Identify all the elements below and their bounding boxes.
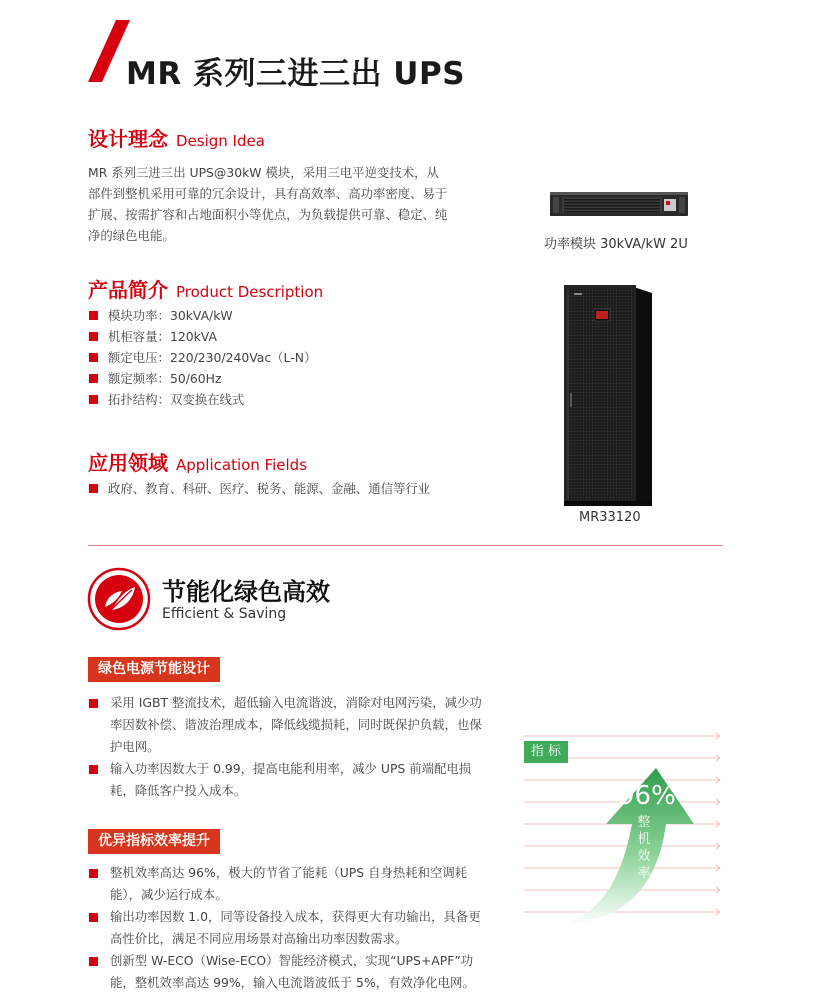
bullet-square-icon [89, 353, 98, 362]
page-title: MR 系列三进三出 UPS [126, 56, 466, 92]
list-item: 额定电压：220/230/240Vac（L-N） [88, 347, 316, 368]
cabinet-caption: MR33120 [579, 510, 641, 525]
list-item: 额定频率：50/60Hz [88, 368, 316, 389]
design-idea-line: 净的绿色电能。 [88, 228, 175, 243]
list-item: 输入功率因数大于 0.99，提高电能利用率，减少 UPS 前端配电损耗，降低客户投入成本。 [88, 758, 488, 802]
title-slash-mark [88, 20, 130, 82]
bullet-square-icon [89, 311, 98, 320]
product-description-heading-en: Product Description [176, 283, 324, 301]
efficiency-value: 96% [618, 781, 676, 811]
bullet-square-icon [89, 332, 98, 341]
bullet-square-icon [89, 765, 98, 774]
design-idea-heading-en: Design Idea [176, 132, 265, 150]
bullet-square-icon [89, 699, 98, 708]
list-item: 创新型 W-ECO（Wise-ECO）智能经济模式，实现“UPS+APF”功能，整机效率高达 99%，输入电流谐波低于 5%，有效净化电网。 [88, 950, 488, 994]
efficient-title-en: Efficient & Saving [162, 606, 287, 622]
bullet-square-icon [89, 374, 98, 383]
power-module-image [550, 189, 688, 219]
ups-cabinet-image [564, 283, 654, 508]
product-description-heading [88, 274, 323, 303]
design-idea-line: 扩展、按需扩容和占地面积小等优点，为负载提供可靠、稳定、纯 [88, 207, 448, 222]
design-idea-heading [88, 123, 265, 152]
green-design-label: 绿色电源节能设计 [88, 657, 220, 682]
product-spec-list [88, 305, 316, 410]
design-idea-line: 部件到整机采用可靠的冗余设计，具有高效率、高功率密度、易于 [88, 186, 448, 201]
list-item: 政府、教育、科研、医疗、税务、能源、金融、通信等行业 [88, 478, 430, 499]
excellent-efficiency-label: 优异指标效率提升 [88, 829, 220, 854]
indicator-tag: 指 标 [524, 741, 568, 763]
list-item: 采用 IGBT 整流技术，超低输入电流谐波，消除对电网污染，减少功率因数补偿、谐波治理成本，降低线缆损耗，同时既保护负载，也保护电网。 [88, 692, 488, 758]
list-item: 拓扑结构：双变换在线式 [88, 389, 316, 410]
application-fields-heading-zh: 应用领域 [88, 451, 168, 475]
list-item: 机柜容量：120kVA [88, 326, 316, 347]
power-module-caption: 功率模块 30kVA/kW 2U [544, 237, 688, 252]
bullet-square-icon [89, 913, 98, 922]
green-design-list [88, 692, 488, 802]
efficient-title-zh: 节能化绿色高效 [162, 578, 330, 606]
list-item: 整机效率高达 96%，极大的节省了能耗（UPS 自身热耗和空调耗能），减少运行成本。 [88, 862, 488, 906]
bullet-square-icon [89, 395, 98, 404]
bullet-square-icon [89, 957, 98, 966]
design-idea-heading-zh: 设计理念 [88, 127, 168, 151]
bullet-square-icon [89, 484, 98, 493]
list-item: 输出功率因数 1.0，同等设备投入成本，获得更大有功输出，具备更高性价比，满足不同应用场景对高输出功率因数需求。 [88, 906, 488, 950]
product-description-heading-zh: 产品简介 [88, 278, 168, 302]
excellent-efficiency-list [88, 862, 488, 994]
application-fields-heading [88, 447, 307, 476]
design-idea-line: MR 系列三进三出 UPS@30kW 模块，采用三电平逆变技术，从 [88, 165, 439, 180]
leaf-icon [86, 566, 152, 632]
design-idea-paragraph [88, 162, 508, 246]
bullet-square-icon [89, 869, 98, 878]
application-fields-heading-en: Application Fields [176, 456, 308, 474]
efficiency-vertical-label: 整 机 效 率 [637, 815, 651, 881]
application-list [88, 478, 430, 499]
section-divider [88, 545, 723, 546]
list-item: 模块功率：30kVA/kW [88, 305, 316, 326]
